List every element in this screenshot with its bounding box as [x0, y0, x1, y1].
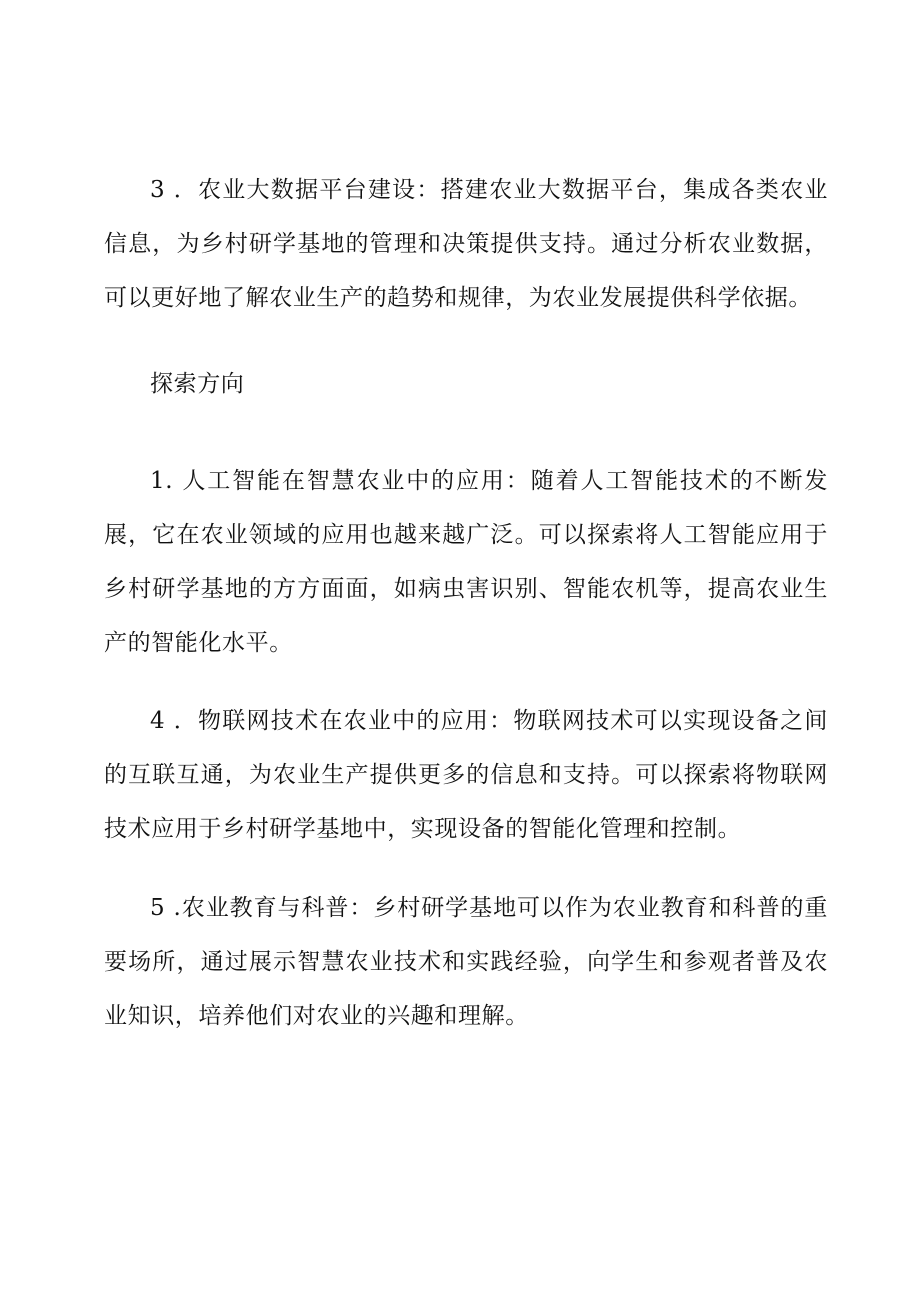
paragraph-ai-application: 1. 人工智能在智慧农业中的应用：随着人工智能技术的不断发展，它在农业领域的应用也越来越广泛。可以探索将人工智能应用于乡村研学基地的方方面面，如病虫害识别、智能农机等，提高农业生产的智能化水平。 — [104, 468, 828, 656]
paragraph-iot-application: 4 ．物联网技术在农业中的应用：物联网技术可以实现设备之间的互联互通，为农业生产提供更多的信息和支持。可以探索将物联网技术应用于乡村研学基地中，实现设备的智能化管理和控制。 — [104, 708, 828, 842]
paragraph-education-outreach: 5 .农业教育与科普：乡村研学基地可以作为农业教育和科普的重要场所，通过展示智慧农业技术和实践经验，向学生和参观者普及农业知识，培养他们对农业的兴趣和理解。 — [104, 895, 828, 1029]
section-heading: 探索方向 — [150, 371, 245, 397]
paragraph-big-data-platform: 3 ．农业大数据平台建设：搭建农业大数据平台，集成各类农业信息，为乡村研学基地的管理和决策提供支持。通过分析农业数据，可以更好地了解农业生产的趋势和规律，为农业发展提供科学依据。 — [104, 177, 828, 311]
